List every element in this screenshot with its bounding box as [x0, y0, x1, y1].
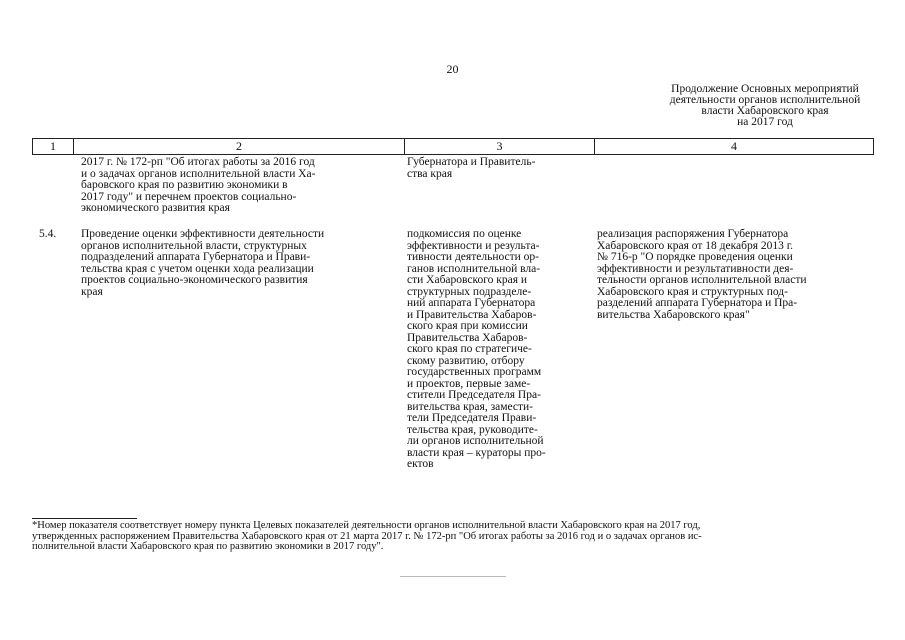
text-line: стители Председателя Пра-	[407, 389, 541, 401]
text-line: ского края при комиссии	[407, 320, 528, 332]
text-line: сти Хабаровского края и	[407, 274, 528, 286]
text-line: и Правительства Хабаров-	[407, 308, 537, 321]
text-line: эффективности и результа-	[407, 239, 540, 252]
text-line: структурных подразделе-	[407, 285, 532, 298]
text-line: проектов социально-экономического развития	[81, 274, 308, 286]
text-line: подразделений аппарата Губернатора и Прави-	[81, 251, 311, 263]
text-line: 2017 году" и перечнем проектов социально-	[81, 190, 297, 203]
text-line: тельства края, руководите-	[407, 423, 538, 436]
row-5-4-result	[597, 229, 807, 321]
text-line: экономического развития края	[81, 202, 230, 214]
continued-row-responsible	[407, 157, 535, 180]
page-bottom-divider	[400, 576, 506, 577]
text-line: и проектов, первые заме-	[407, 377, 531, 390]
footnote-line: *Номер показателя соответствует номеру пункта Целевых показателей деятельности органов исполнительной власти Хабаровского края на 2017 год,	[32, 520, 701, 531]
text-line: Проведение оценки эффективности деятельности	[81, 228, 325, 240]
continuation-heading	[640, 84, 890, 128]
text-line: Хабаровского края от 18 декабря 2013 г.	[597, 239, 794, 252]
row-5-4-description	[81, 229, 324, 298]
table-header-row	[32, 138, 874, 155]
page-number: 20	[446, 62, 459, 76]
text-line: баровского края по развитию экономики в	[81, 179, 288, 191]
footnote-line: полнительной власти Хабаровского края по развитию экономики в 2017 году".	[32, 541, 384, 552]
text-line: вительства Хабаровского края"	[597, 308, 750, 321]
text-line: ний аппарата Губернатора	[407, 297, 536, 309]
text-line: тивности деятельности ор-	[407, 251, 539, 263]
text-line: государственных программ	[407, 366, 542, 378]
text-line: края	[81, 285, 103, 298]
continuation-heading-line: Продолжение Основных мероприятий	[671, 83, 859, 95]
text-line: разделений аппарата Губернатора и Пра-	[597, 297, 798, 309]
activities-table	[32, 138, 874, 470]
footnote	[32, 521, 882, 553]
text-line: эффективности и результативности дея-	[597, 262, 794, 275]
text-line: Губернатора и Правитель-	[407, 156, 536, 168]
footnote-line: утвержденных распоряжением Правительства Хабаровского края от 21 марта 2017 г. № 172-рп "Об итогах работы за 2016 год и о задачах органов ис-	[32, 530, 702, 542]
text-line: реализация распоряжения Губернатора	[597, 228, 789, 240]
text-line: Хабаровского края и структурных под-	[597, 285, 788, 298]
row-5-4-responsible	[407, 229, 546, 471]
text-line: власти края – кураторы про-	[407, 446, 546, 459]
text-line: подкомиссия по оценке	[407, 228, 522, 240]
column-number-2: 2	[73, 139, 404, 154]
column-number-4: 4	[594, 139, 873, 154]
text-line: ства края	[407, 167, 453, 180]
text-line: ли органов исполнительной	[407, 435, 544, 447]
column-number-1: 1	[50, 139, 56, 153]
text-line: тельства края с учетом оценки хода реализации	[81, 262, 314, 275]
text-line: ганов исполнительной вла-	[407, 262, 541, 275]
text-line: 2017 г. № 172-рп "Об итогах работы за 2016 год	[81, 156, 315, 168]
text-line: ского края по стратегиче-	[407, 343, 532, 355]
text-line: и о задачах органов исполнительной власти Ха-	[81, 167, 316, 180]
text-line: ектов	[407, 458, 434, 470]
text-line: Правительства Хабаров-	[407, 331, 528, 344]
text-line: № 716-р "О порядке проведения оценки	[597, 251, 793, 263]
row-number: 5.4.	[39, 228, 57, 240]
text-line: вительства края, замести-	[407, 400, 533, 413]
column-number-3: 3	[404, 139, 594, 154]
text-line: тельности органов исполнительной власти	[597, 274, 807, 286]
footnote-separator	[32, 518, 137, 519]
text-line: органов исполнительной власти, структурных	[81, 239, 307, 252]
continuation-heading-line: власти Хабаровского края	[701, 105, 829, 117]
continued-row-description	[81, 157, 315, 215]
continuation-heading-line: на 2017 год	[737, 116, 793, 128]
text-line: скому развитию, отбору	[407, 354, 525, 367]
text-line: тели Председателя Прави-	[407, 412, 537, 424]
continuation-heading-line: деятельности органов исполнительной	[669, 94, 861, 106]
